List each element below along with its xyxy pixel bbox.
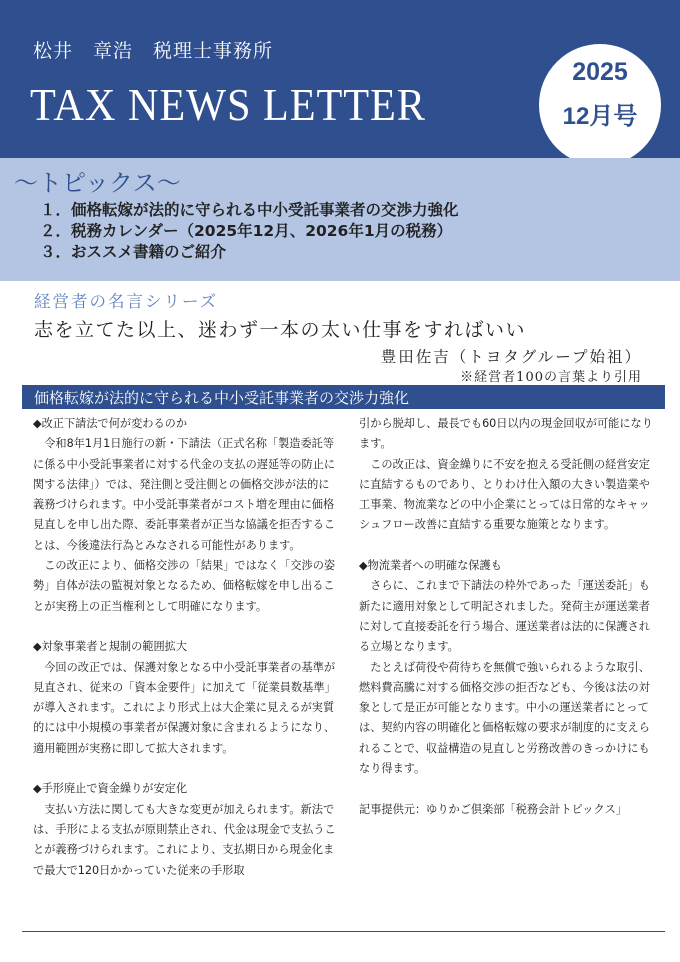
quote-source: ※経営者100の言葉より引用: [460, 370, 642, 385]
issue-year: 2025: [572, 58, 628, 86]
article-right-column: [359, 414, 659, 820]
paragraph: この改正は、資金繰りに不安を抱える受託側の経営安定に直結するものであり、とりわけ仕入額の大きい製造業や工事業、物流業などの中小企業にとっては日常的なキャッシュフロー改善に直結する重要な施策となります。: [359, 457, 650, 532]
quote-author: 豊田佐吉（トヨタグループ始祖）: [380, 348, 642, 366]
topics-title: ～トピックス～: [14, 169, 181, 197]
article-heading-bar: [22, 385, 665, 409]
topic-item: １．価格転嫁が法的に守られる中小受託事業者の交渉力強化: [40, 201, 459, 219]
section-heading: ◆対象事業者と規制の範囲拡大: [33, 640, 188, 654]
article-heading: 価格転嫁が法的に守られる中小受託事業者の交渉力強化: [34, 389, 410, 407]
topic-item: ３．おススメ書籍のご紹介: [40, 243, 227, 261]
article-left-column: [33, 414, 336, 881]
issue-badge: [537, 42, 663, 168]
newsletter-title: TAX NEWS LETTER: [30, 79, 426, 130]
paragraph: 支払い方法に関しても大きな変更が加えられます。新法では、手形による支払が原則禁止され、代金は現金で支払うことが義務づけられます。これにより、支払期日から現金化まで最大で120日かかっていた従来の手形取: [33, 802, 336, 877]
topic-list: [40, 200, 459, 263]
quote-series-label: 経営者の名言シリーズ: [34, 292, 219, 311]
section-heading: ◆物流業者への明確な保護も: [359, 559, 502, 573]
paragraph: たとえば荷役や荷待ちを無償で強いられるような取引、燃料費高騰に対する価格交渉の拒否なども、今後は法の対象として是正が可能となります。中小の運送業者にとっては、契約内容の明確化と価格転嫁の要求が制度的に支えられることで、収益構造の見直しと労務改善のきっかけにもなり得ます。: [359, 660, 650, 776]
footer-divider: [22, 931, 665, 932]
office-name: 松井 章浩 税理士事務所: [33, 40, 274, 62]
paragraph: 今回の改正では、保護対象となる中小受託事業者の基準が見直され、従来の「資本金要件」に加えて「従業員数基準」が導入されます。これにより形式上は大企業に見えるが実質的には中小規模の事業者が保護対象に含まれるようになり、適用範囲が実務に即して拡大されます。: [33, 660, 336, 755]
section-heading: ◆手形廃止で資金繰りが安定化: [33, 782, 188, 796]
paragraph: 令和8年1月1日施行の新・下請法（正式名称「製造委託等に係る中小受託事業者に対する代金の支払の遅延等の防止に関する法律」）では、発注側と受注側との価格交渉が法的に義務づけられます。中小受託事業者がコスト増を理由に価格見直しを申し出た際、委託事業者が正当な協議を拒否することは、今後違法行為とみなされる可能性があります。: [33, 437, 336, 552]
topic-item: ２．税務カレンダー（2025年12月、2026年1月の税務）: [40, 222, 453, 240]
paragraph: この改正により、価格交渉の「結果」ではなく「交渉の姿勢」自体が法の監視対象となるため、価格転嫁を申し出ることが実務上の正当権利として明確になります。: [33, 559, 336, 613]
issue-month: 12月号: [562, 103, 638, 130]
paragraph: 引から脱却し、最長でも60日以内の現金回収が可能になります。: [359, 417, 653, 451]
paragraph: さらに、これまで下請法の枠外であった「運送委託」も新たに適用対象として明記されました。発荷主が運送業者に対して直接委託を行う場合、運送業者は法的に保護される立場となります。: [359, 579, 650, 654]
section-heading: ◆改正下請法で何が変わるのか: [33, 417, 188, 430]
quote-text: 志を立てた以上、迷わず一本の太い仕事をすればいい: [34, 319, 527, 341]
article-credit: 記事提供元：ゆりかご倶楽部「税務会計トピックス」: [359, 802, 627, 816]
